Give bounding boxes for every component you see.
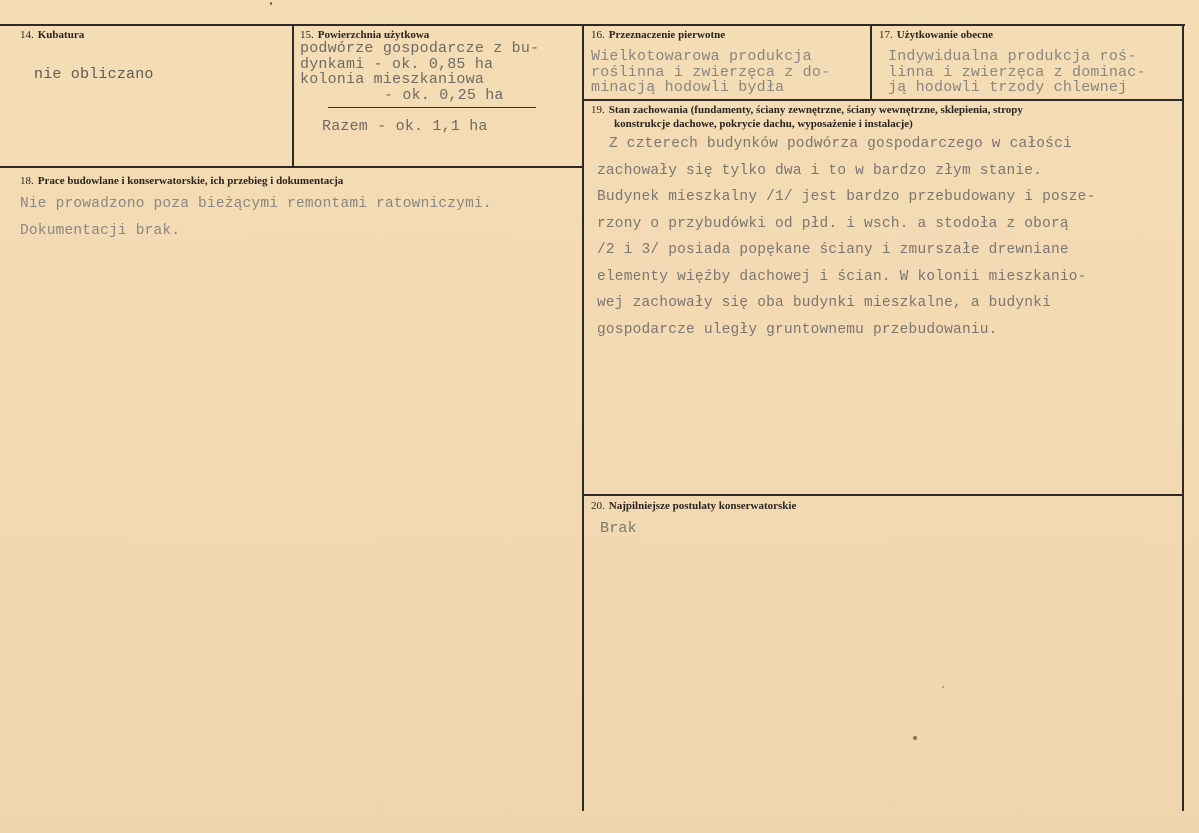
- section-20-value: Brak: [600, 520, 637, 537]
- section-18-line: Dokumentacji brak.: [20, 222, 181, 239]
- rule-above-20: [583, 494, 1183, 496]
- section-19-title: Stan zachowania (fundamenty, ściany zewnętrzne, ściany wewnętrzne, sklepienia, stropy: [608, 104, 1023, 116]
- section-20-number: 20.: [591, 500, 605, 512]
- section-15-line: - ok. 0,25 ha: [384, 86, 504, 104]
- paper-speck: [942, 686, 944, 688]
- section-15-number: 15.: [300, 29, 314, 41]
- section-19-line: gospodarcze uległy gruntownemu przebudowaniu.: [597, 321, 998, 338]
- section-15-line: kolonia mieszkaniowa: [300, 71, 485, 88]
- section-17-line: ją hodowli trzody chlewnej: [888, 79, 1128, 96]
- section-19-label: [591, 104, 1023, 116]
- section-14-number: 14.: [20, 29, 34, 41]
- divider-14-15: [292, 25, 294, 166]
- section-17-line: linna i zwierzęca z dominac-: [888, 63, 1146, 81]
- section-19-line: elementy więźby dachowej i ścian. W kolonii mieszkanio-: [597, 268, 1087, 285]
- section-19-line: wej zachowały się oba budynki mieszkalne, a budynki: [597, 295, 1051, 311]
- divider-16-17: [870, 25, 872, 100]
- section-18-line: Nie prowadzono poza bieżącymi remontami ratowniczymi.: [20, 196, 492, 212]
- paper-speck: [270, 2, 272, 5]
- section-17-title: Użytkowanie obecne: [896, 29, 993, 41]
- section-16-value: [591, 49, 830, 96]
- section-15-line: podwórze gospodarcze z bu-: [300, 40, 540, 57]
- section-17-number: 17.: [879, 29, 893, 41]
- section-18-value: [20, 191, 492, 244]
- section-18-number: 18.: [20, 175, 34, 187]
- section-17-line: Indywidualna produkcja roś-: [888, 48, 1137, 65]
- section-17-value: [888, 49, 1146, 96]
- section-15-value: [300, 41, 539, 103]
- right-border: [1182, 25, 1184, 811]
- section-15-sum-rule: [328, 107, 536, 108]
- section-18-title: Prace budowlane i konserwatorskie, ich przebieg i dokumentacja: [37, 175, 344, 187]
- section-19-line: /2 i 3/ posiada popękane ściany i zmurszałe drewniane: [597, 242, 1069, 258]
- section-15-total: Razem - ok. 1,1 ha: [322, 118, 488, 135]
- section-14-title: Kubatura: [37, 29, 85, 41]
- section-16-line: minacją hodowli bydła: [591, 79, 785, 96]
- paper-speck: [913, 736, 917, 740]
- section-19-value: [597, 131, 1095, 343]
- section-16-label: [591, 29, 725, 41]
- section-15-line: dynkami - ok. 0,85 ha: [300, 55, 494, 73]
- section-19-number: 19.: [591, 104, 605, 116]
- section-16-line: roślinna i zwierzęca z do-: [591, 63, 831, 81]
- section-14-label: [20, 29, 84, 41]
- section-18-label: [20, 175, 343, 187]
- section-20-title: Najpilniejsze postulaty konserwatorskie: [608, 500, 797, 512]
- section-19-label-cont: konstrukcje dachowe, pokrycie dachu, wyposażenie i instalacje): [614, 118, 913, 130]
- section-19-line: Budynek mieszkalny /1/ jest bardzo przebudowany i posze-: [597, 189, 1096, 205]
- section-20-label: [591, 500, 796, 512]
- section-16-number: 16.: [591, 29, 605, 41]
- divider-main: [582, 25, 584, 811]
- section-17-label: [879, 29, 993, 41]
- section-19-line: rzony o przybudówki od płd. i wsch. a stodoła z oborą: [597, 215, 1069, 232]
- section-15-title: Powierzchnia użytkowa: [317, 29, 430, 41]
- rule-below-16-17: [583, 99, 1183, 101]
- section-14-value: nie obliczano: [34, 66, 154, 83]
- section-16-line: Wielkotowarowa produkcja: [591, 48, 812, 65]
- top-border: [0, 24, 1185, 26]
- section-19-line: Z czterech budynków podwórza gospodarczego w całości: [609, 136, 1072, 152]
- section-16-title: Przeznaczenie pierwotne: [608, 29, 726, 41]
- rule-below-14-15: [0, 166, 583, 168]
- section-19-line: zachowały się tylko dwa i to w bardzo złym stanie.: [597, 162, 1043, 179]
